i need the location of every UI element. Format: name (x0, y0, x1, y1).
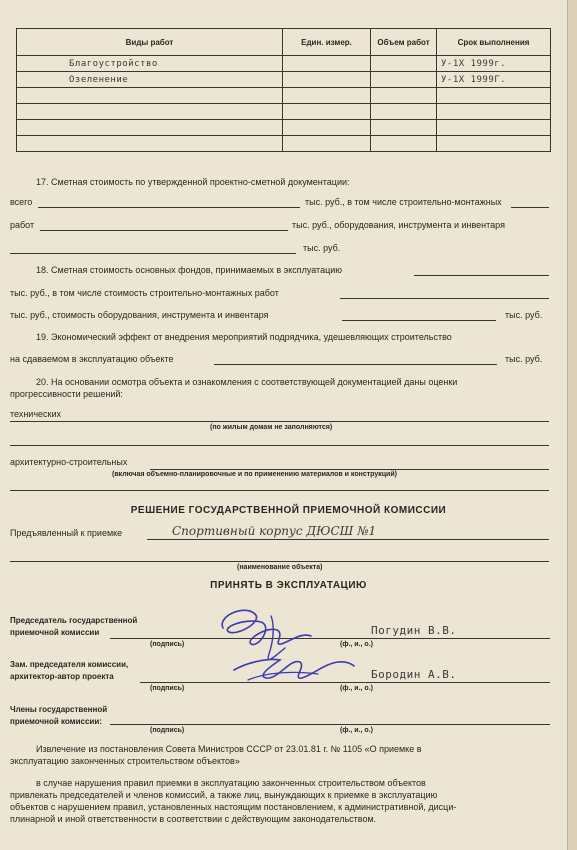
volume-cell (371, 104, 437, 120)
unit-cell (283, 88, 371, 104)
deadline-cell (437, 136, 551, 152)
volume-cell (371, 120, 437, 136)
item18-equipment-line (342, 320, 496, 321)
object-note: (наименование объекта) (237, 564, 323, 571)
item17-works-label: работ (10, 220, 35, 230)
item19-line2: на сдаваемом в эксплуатацию объекте (10, 354, 174, 364)
item18-line1: 18. Сметная стоимость основных фондов, принимаемых в эксплуатацию (36, 265, 343, 275)
work-cell: Благоустройство (17, 56, 283, 72)
decision-heading: РЕШЕНИЕ ГОСУДАРСТВЕННОЙ ПРИЕМОЧНОЙ КОМИССИИ (130, 505, 447, 516)
presented-line (147, 539, 549, 540)
members-sign-line (110, 724, 550, 725)
unit-cell (283, 104, 371, 120)
item18-total-line (414, 275, 549, 276)
work-cell (17, 104, 283, 120)
deputy-sign-note: (подпись) (150, 685, 185, 692)
work-cell (17, 136, 283, 152)
members-label-2: приемочной комиссии: (10, 717, 102, 726)
header-deadline: Срок выполнения (437, 29, 551, 56)
item20-line2: прогрессивности решений: (10, 389, 123, 399)
item18-line3-suffix: тыс. руб. (505, 310, 543, 320)
deputy-fio-note: (ф., и., о.) (340, 685, 373, 692)
chair-fio-note: (ф., и., о.) (340, 641, 373, 648)
item20-architectural-line2 (10, 490, 549, 491)
header-work-type: Виды работ (17, 29, 283, 56)
item19-line2-suffix: тыс. руб. (505, 354, 543, 364)
footer-p1-line1: Извлечение из постановления Совета Министров СССР от 23.01.81 г. № 1105 «О приемке в (36, 744, 422, 754)
item18-smr-line (340, 298, 549, 299)
item17-total-suffix: тыс. руб., в том числе строительно-монтажных (305, 197, 502, 207)
header-volume: Объем работ (371, 29, 437, 56)
footer-p2-line2: привлекать председателей и членов комиссий, а также лиц, вынуждающих к приемке в эксплуатацию (10, 790, 438, 800)
item17-works-line (40, 230, 288, 231)
item17-total-label: всего (10, 197, 33, 207)
unit-cell (283, 72, 371, 88)
item17-equipment-line (10, 253, 296, 254)
unit-cell (283, 56, 371, 72)
accept-heading: ПРИНЯТЬ В ЭКСПЛУАТАЦИЮ (210, 580, 367, 591)
work-cell: Озеленение (17, 72, 283, 88)
page-edge (567, 0, 577, 850)
footer-p2-line3: объектов с нарушением правил, установленных настоящим постановлением, к административной, дисци- (10, 802, 457, 812)
deadline-cell (437, 88, 551, 104)
item20-architectural-note: (включая объемно-планировочные и по применению материалов и конструкций) (112, 471, 397, 478)
item20-line1: 20. На основании осмотра объекта и ознакомления с соответствующей документацией даны оценки (36, 377, 458, 387)
object-line (10, 561, 549, 562)
item20-architectural-line (150, 469, 549, 470)
works-table (16, 28, 551, 152)
item19-effect-line (214, 364, 497, 365)
table-row (17, 136, 551, 152)
chair-sign-note: (подпись) (150, 641, 185, 648)
table-row (17, 104, 551, 120)
volume-cell (371, 136, 437, 152)
deadline-cell: У-1Х 1999Г. (437, 72, 551, 88)
members-label-1: Члены государственной (10, 705, 108, 714)
deadline-cell: У-1Х 1999г. (437, 56, 551, 72)
item20-technical-note: (по жилым домам не заполняются) (210, 424, 333, 431)
table-row (17, 56, 551, 72)
footer-p2-line1: в случае нарушения правил приемки в эксплуатацию законченных строительством объектов (36, 778, 426, 788)
work-cell (17, 88, 283, 104)
chair-label-1: Председатель государственной (10, 616, 138, 625)
deputy-label-2: архитектор-автор проекта (10, 672, 114, 681)
volume-cell (371, 88, 437, 104)
footer-p2-line4: плинарной и иной ответственности в соответствии с действующим законодательством. (10, 814, 377, 824)
item17-equipment-suffix: тыс. руб. (303, 243, 341, 253)
deadline-cell (437, 120, 551, 136)
deputy-label-1: Зам. председателя комиссии, (10, 660, 129, 669)
unit-cell (283, 120, 371, 136)
presented-label: Предъявленный к приемке (10, 528, 123, 538)
item18-line2: тыс. руб., в том числе стоимость строительно-монтажных работ (10, 288, 279, 298)
members-sign-note: (подпись) (150, 727, 185, 734)
table-row (17, 120, 551, 136)
item20-technical-line (10, 421, 549, 422)
deputy-name: Бородин А.В. (371, 668, 457, 681)
deputy-signature (228, 640, 358, 695)
table-row (17, 88, 551, 104)
item20-technical-line2 (10, 445, 549, 446)
item20-technical-label: технических (10, 409, 61, 419)
item17-works-suffix: тыс. руб., оборудования, инструмента и инвентаря (292, 220, 505, 230)
item17-smr-line (511, 207, 549, 208)
table-header-row (17, 29, 551, 56)
presented-value: Спортивный корпус ДЮСШ №1 (172, 524, 377, 538)
volume-cell (371, 56, 437, 72)
deadline-cell (437, 104, 551, 120)
item20-architectural-label: архитектурно-строительных (10, 457, 128, 467)
item17-title: 17. Сметная стоимость по утвержденной проектно-сметной документации: (36, 177, 350, 187)
unit-cell (283, 136, 371, 152)
chair-name: Погудин В.В. (371, 624, 457, 637)
table-row (17, 72, 551, 88)
header-unit: Един. измер. (283, 29, 371, 56)
item19-line1: 19. Экономический эффект от внедрения мероприятий подрядчика, удешевляющих строительство (36, 332, 452, 342)
volume-cell (371, 72, 437, 88)
item17-total-line (38, 207, 300, 208)
work-cell (17, 120, 283, 136)
members-fio-note: (ф., и., о.) (340, 727, 373, 734)
item18-line3: тыс. руб., стоимость оборудования, инструмента и инвентаря (10, 310, 269, 320)
chair-label-2: приемочной комиссии (10, 628, 100, 637)
footer-p1-line2: эксплуатацию законченных строительством объектов» (10, 756, 240, 766)
